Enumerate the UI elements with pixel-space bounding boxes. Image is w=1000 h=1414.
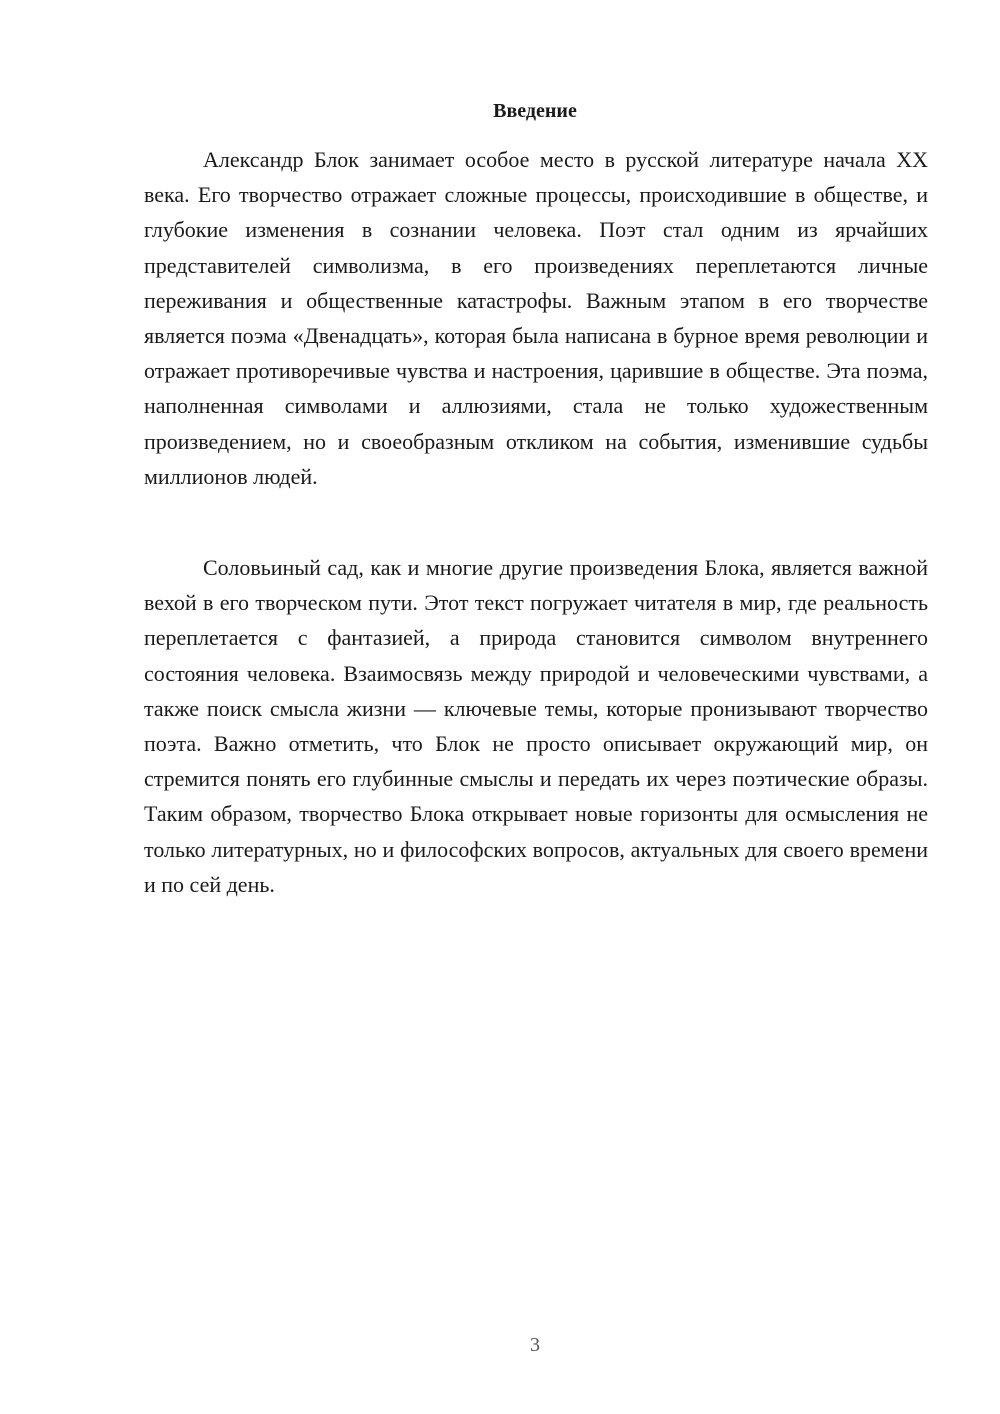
page-number: 3 [530, 1334, 540, 1356]
section-title: Введение [493, 100, 577, 122]
paragraph-1: Александр Блок занимает особое место в русской литературе начала XX века. Его творчество отражает сложные процессы, происходившие в обществе, и глубокие изменения в сознании человека. Поэт стал одним из ярчайших представителей символизма, в его произведениях переплетаются личные переживания и общественные катастрофы. Важным этапом в его творчестве является поэма «Двенадцать», которая была написана в бурное время революции и отражает противоречивые чувства и настроения, царившие в обществе. Эта поэма, наполненная символами и аллюзиями, стала не только художественным произведением, но и своеобразным откликом на события, изменившие судьбы миллионов людей. [144, 147, 928, 489]
paragraph-2: Соловьиный сад, как и многие другие произведения Блока, является важной вехой в его творческом пути. Этот текст погружает читателя в мир, где реальность переплетается с фантазией, а природа становится символом внутреннего состояния человека. Взаимосвязь между природой и человеческими чувствами, а также поиск смысла жизни — ключевые темы, которые пронизывают творчество поэта. Важно отметить, что Блок не просто описывает окружающий мир, он стремится понять его глубинные смыслы и передать их через поэтические образы. Таким образом, творчество Блока открывает новые горизонты для осмысления не только литературных, но и философских вопросов, актуальных для своего времени и по сей день. [144, 555, 928, 897]
